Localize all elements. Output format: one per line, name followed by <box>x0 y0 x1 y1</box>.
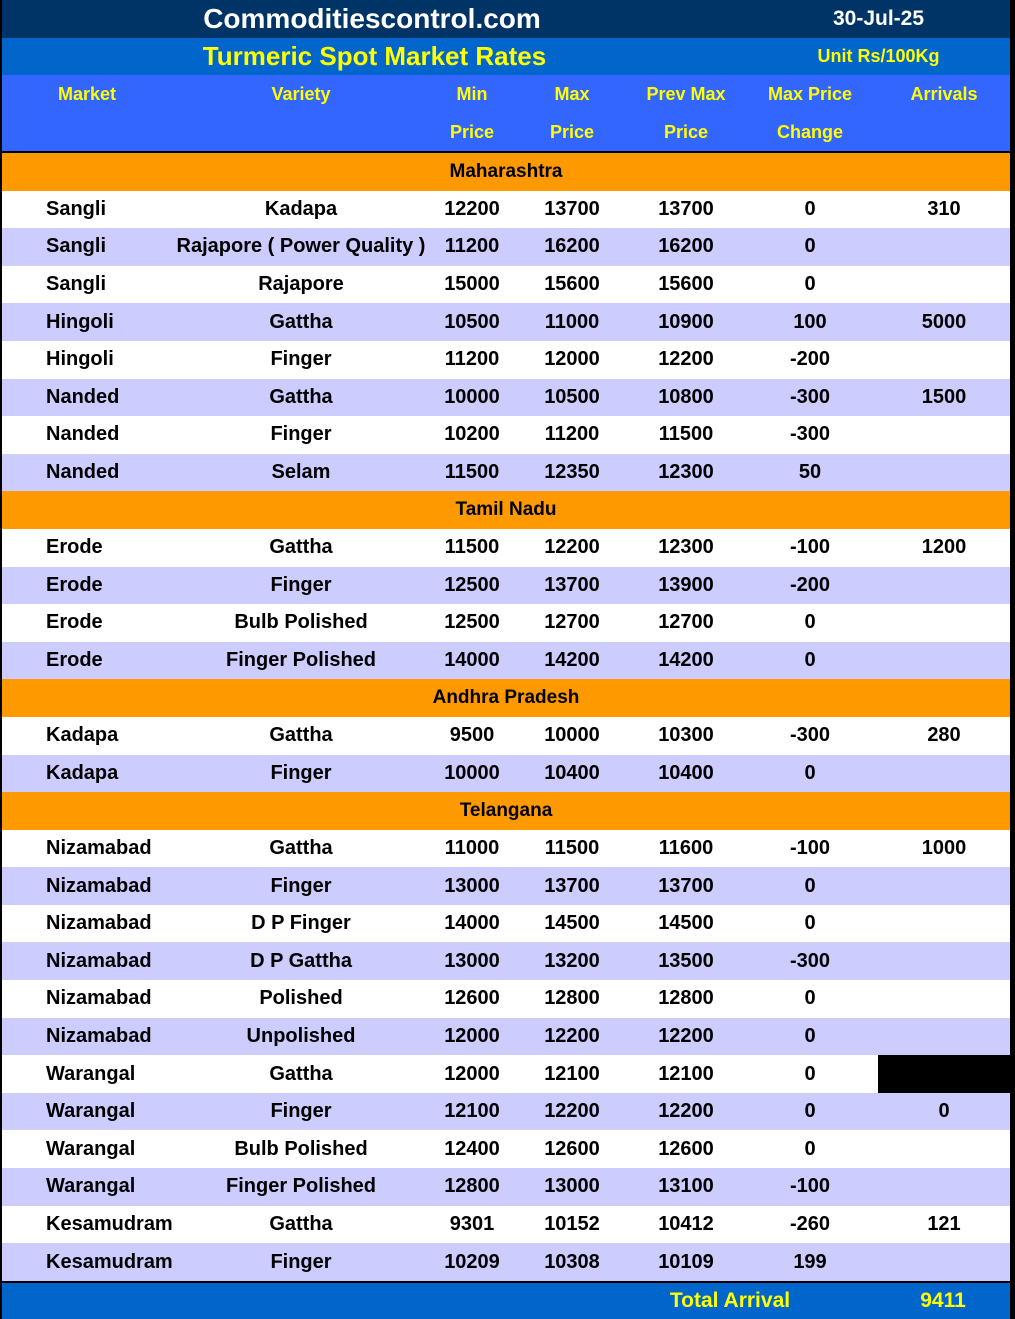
min-cell: 10000 <box>444 385 500 408</box>
variety-cell: Rajapore <box>258 273 344 296</box>
table-row <box>2 379 1010 417</box>
variety-cell: Finger <box>270 761 332 784</box>
arrivals-cell: 1200 <box>921 536 967 559</box>
arrivals-cell: 121 <box>927 1212 961 1235</box>
variety-cell: Unpolished <box>246 1024 356 1047</box>
variety-cell: Bulb Polished <box>234 611 368 634</box>
market-cell: Warangal <box>46 1137 136 1160</box>
change-cell: 0 <box>804 761 816 784</box>
table-row <box>2 416 1010 454</box>
column-header-arrivals-line1: Arrivals <box>910 84 978 104</box>
max-cell: 12200 <box>544 1100 600 1123</box>
section-header-telangana: Telangana <box>2 792 1010 830</box>
max-cell: 13700 <box>544 573 600 596</box>
change-cell: 0 <box>804 1062 816 1085</box>
prev-max-cell: 12600 <box>658 1137 714 1160</box>
brand-title: Commoditiescontrol.com <box>203 3 541 34</box>
table-row <box>2 454 1010 492</box>
market-cell: Nizamabad <box>46 912 152 935</box>
market-cell: Nizamabad <box>46 949 152 972</box>
market-cell: Nanded <box>46 385 120 408</box>
min-cell: 12500 <box>444 573 500 596</box>
column-header-prev_max-line1: Prev Max <box>646 84 726 104</box>
section-header-tamil-nadu: Tamil Nadu <box>2 491 1010 529</box>
min-cell: 13000 <box>444 949 500 972</box>
change-cell: -300 <box>789 949 831 972</box>
max-cell: 14500 <box>544 912 600 935</box>
min-cell: 9301 <box>449 1212 495 1235</box>
market-cell: Nanded <box>46 461 120 484</box>
table-row <box>2 830 1010 868</box>
variety-cell: Selam <box>271 461 331 484</box>
column-header-variety-line2 <box>172 113 430 151</box>
max-cell: 10152 <box>544 1212 600 1235</box>
min-cell: 10000 <box>444 761 500 784</box>
min-cell: 12400 <box>444 1137 500 1160</box>
change-cell: -200 <box>789 573 831 596</box>
table-row <box>2 1243 1010 1281</box>
column-header-prev_max-line2: Price <box>663 122 709 142</box>
min-cell: 11500 <box>444 536 500 559</box>
variety-cell: Finger <box>270 573 332 596</box>
market-cell: Nanded <box>46 423 120 446</box>
table-row <box>2 717 1010 755</box>
market-cell: Kadapa <box>46 761 119 784</box>
table-row <box>2 1055 1010 1093</box>
min-cell: 14000 <box>444 649 500 672</box>
change-cell: -100 <box>789 536 831 559</box>
report-date: 30-Jul-25 <box>832 7 925 30</box>
variety-cell: Finger <box>270 348 332 371</box>
min-cell: 10500 <box>444 310 500 333</box>
prev-max-cell: 14200 <box>658 649 714 672</box>
redacted-arrivals-cell <box>878 1055 1010 1093</box>
max-cell: 12600 <box>544 1137 600 1160</box>
market-cell: Kesamudram <box>46 1250 173 1273</box>
variety-cell: Gattha <box>269 385 333 408</box>
table-row <box>2 1130 1010 1168</box>
table-row <box>2 266 1010 304</box>
arrivals-cell: 5000 <box>921 310 967 333</box>
section-header-maharashtra: Maharashtra <box>2 153 1010 191</box>
column-header-arrivals-line2 <box>878 113 1010 151</box>
variety-cell: Rajapore ( Power Quality ) <box>176 235 426 258</box>
column-header-variety-line1: Variety <box>271 84 331 104</box>
variety-cell: D P Finger <box>251 912 351 935</box>
max-cell: 12350 <box>544 461 600 484</box>
min-cell: 14000 <box>444 912 500 935</box>
table-row <box>2 191 1010 229</box>
variety-cell: Polished <box>259 987 343 1010</box>
prev-max-cell: 13500 <box>658 949 714 972</box>
max-cell: 10500 <box>544 385 600 408</box>
min-cell: 11200 <box>444 235 500 258</box>
prev-max-cell: 12700 <box>658 611 714 634</box>
min-cell: 11000 <box>444 836 500 859</box>
arrivals-cell: 280 <box>927 724 961 747</box>
prev-max-cell: 12300 <box>658 536 714 559</box>
change-cell: 0 <box>804 611 816 634</box>
prev-max-cell: 12200 <box>658 348 714 371</box>
prev-max-cell: 12200 <box>658 1100 714 1123</box>
prev-max-cell: 12800 <box>658 987 714 1010</box>
min-cell: 11200 <box>444 348 500 371</box>
variety-cell: Kadapa <box>264 197 338 220</box>
market-cell: Erode <box>46 573 103 596</box>
table-row <box>2 1206 1010 1244</box>
table-row <box>2 1018 1010 1056</box>
change-cell: -200 <box>789 348 831 371</box>
change-cell: -300 <box>789 423 831 446</box>
change-cell: -260 <box>789 1212 831 1235</box>
column-header-min-line2: Price <box>449 122 495 142</box>
max-cell: 10308 <box>544 1250 600 1273</box>
market-cell: Nizamabad <box>46 874 152 897</box>
max-cell: 13200 <box>544 949 600 972</box>
min-cell: 12800 <box>444 1175 500 1198</box>
prev-max-cell: 11500 <box>658 423 714 446</box>
prev-max-cell: 13900 <box>658 573 714 596</box>
change-cell: -100 <box>789 836 831 859</box>
max-cell: 16200 <box>544 235 600 258</box>
change-cell: 199 <box>793 1250 827 1273</box>
change-cell: 0 <box>804 1024 816 1047</box>
max-cell: 12700 <box>544 611 600 634</box>
change-cell: -300 <box>789 385 831 408</box>
arrivals-cell: 0 <box>938 1100 950 1123</box>
table-row <box>2 1168 1010 1206</box>
table-row <box>2 905 1010 943</box>
table-row <box>2 567 1010 605</box>
max-cell: 12800 <box>544 987 600 1010</box>
market-cell: Erode <box>46 536 103 559</box>
market-cell: Warangal <box>46 1100 136 1123</box>
market-cell: Warangal <box>46 1062 136 1085</box>
prev-max-cell: 10300 <box>658 724 714 747</box>
column-header-market <box>2 75 172 151</box>
total-arrival-label: Total Arrival <box>669 1288 791 1312</box>
max-cell: 13700 <box>544 874 600 897</box>
change-cell: 0 <box>804 649 816 672</box>
top-bar <box>2 0 1010 38</box>
total-bar <box>2 1283 1010 1319</box>
market-cell: Nizamabad <box>46 987 152 1010</box>
variety-cell: Gattha <box>269 724 333 747</box>
market-cell: Hingoli <box>46 310 114 333</box>
market-cell: Warangal <box>46 1175 136 1198</box>
column-header-min <box>430 75 514 151</box>
change-cell: 0 <box>804 987 816 1010</box>
max-cell: 10400 <box>544 761 600 784</box>
market-cell: Hingoli <box>46 348 114 371</box>
change-cell: 0 <box>804 1100 816 1123</box>
prev-max-cell: 10109 <box>658 1250 714 1273</box>
min-cell: 12000 <box>444 1062 500 1085</box>
column-header-variety <box>172 75 430 151</box>
column-header-row <box>2 75 1010 151</box>
variety-cell: Finger <box>270 1250 332 1273</box>
prev-max-cell: 15600 <box>658 273 714 296</box>
table-row <box>2 341 1010 379</box>
market-cell: Erode <box>46 611 103 634</box>
change-cell: 0 <box>804 273 816 296</box>
prev-max-cell: 12300 <box>658 461 714 484</box>
table-row <box>2 942 1010 980</box>
change-cell: -100 <box>789 1175 831 1198</box>
prev-max-cell: 10412 <box>658 1212 714 1235</box>
column-header-max-line2: Price <box>549 122 595 142</box>
variety-cell: Finger <box>270 423 332 446</box>
variety-cell: Gattha <box>269 1062 333 1085</box>
table-row <box>2 867 1010 905</box>
column-header-market-line1: Market <box>57 84 117 104</box>
arrivals-cell: 310 <box>927 197 961 220</box>
page-title: Turmeric Spot Market Rates <box>202 41 547 71</box>
table-row <box>2 303 1010 341</box>
prev-max-cell: 13700 <box>658 197 714 220</box>
column-header-change-line2: Change <box>776 122 843 142</box>
prev-max-cell: 14500 <box>658 912 714 935</box>
market-cell: Sangli <box>46 273 107 296</box>
change-cell: 0 <box>804 912 816 935</box>
table-row <box>2 642 1010 680</box>
max-cell: 12000 <box>544 348 600 371</box>
max-cell: 13700 <box>544 197 600 220</box>
max-cell: 15600 <box>544 273 600 296</box>
prev-max-cell: 13100 <box>658 1175 714 1198</box>
max-cell: 12200 <box>544 536 600 559</box>
prev-max-cell: 10900 <box>658 310 714 333</box>
total-arrival-value: 9411 <box>920 1288 966 1312</box>
market-cell: Erode <box>46 649 103 672</box>
prev-max-cell: 12200 <box>658 1024 714 1047</box>
column-header-max <box>514 75 630 151</box>
table-row <box>2 755 1010 793</box>
min-cell: 12500 <box>444 611 500 634</box>
change-cell: 0 <box>804 1137 816 1160</box>
max-cell: 10000 <box>544 724 600 747</box>
variety-cell: Finger <box>270 874 332 897</box>
arrivals-cell: 1500 <box>921 385 967 408</box>
section-header-andhra-pradesh: Andhra Pradesh <box>2 679 1010 717</box>
min-cell: 9500 <box>449 724 495 747</box>
unit-label: Unit Rs/100Kg <box>817 46 940 66</box>
variety-cell: D P Gattha <box>250 949 352 972</box>
min-cell: 12100 <box>444 1100 500 1123</box>
min-cell: 10200 <box>444 423 500 446</box>
table-row <box>2 228 1010 266</box>
market-cell: Kadapa <box>46 724 119 747</box>
variety-cell: Bulb Polished <box>234 1137 368 1160</box>
change-cell: 50 <box>798 461 822 484</box>
market-cell: Kesamudram <box>46 1212 173 1235</box>
min-cell: 10209 <box>444 1250 500 1273</box>
prev-max-cell: 11600 <box>658 836 714 859</box>
variety-cell: Finger Polished <box>225 649 377 672</box>
table-row <box>2 604 1010 642</box>
variety-cell: Gattha <box>269 1212 333 1235</box>
min-cell: 15000 <box>444 273 500 296</box>
min-cell: 13000 <box>444 874 500 897</box>
prev-max-cell: 12100 <box>658 1062 714 1085</box>
max-cell: 11200 <box>544 423 600 446</box>
max-cell: 12200 <box>544 1024 600 1047</box>
prev-max-cell: 10400 <box>658 761 714 784</box>
variety-cell: Gattha <box>269 310 333 333</box>
table-row <box>2 529 1010 567</box>
column-header-prev_max <box>630 75 742 151</box>
prev-max-cell: 16200 <box>658 235 714 258</box>
market-cell: Sangli <box>46 235 107 258</box>
rates-table-body <box>2 153 1010 1281</box>
change-cell: 0 <box>804 874 816 897</box>
column-header-arrivals <box>878 75 1010 151</box>
column-header-change <box>742 75 878 151</box>
column-header-change-line1: Max Price <box>767 84 853 104</box>
variety-cell: Finger <box>270 1100 332 1123</box>
min-cell: 12200 <box>444 197 500 220</box>
change-cell: -300 <box>789 724 831 747</box>
variety-cell: Gattha <box>269 536 333 559</box>
variety-cell: Finger Polished <box>225 1175 377 1198</box>
change-cell: 100 <box>793 310 827 333</box>
max-cell: 11500 <box>544 836 600 859</box>
min-cell: 11500 <box>444 461 500 484</box>
max-cell: 13000 <box>544 1175 600 1198</box>
max-cell: 12100 <box>544 1062 600 1085</box>
market-cell: Nizamabad <box>46 1024 152 1047</box>
column-header-market-line2 <box>2 113 172 151</box>
change-cell: 0 <box>804 197 816 220</box>
prev-max-cell: 10800 <box>658 385 714 408</box>
title-bar <box>2 38 1010 75</box>
min-cell: 12000 <box>444 1024 500 1047</box>
variety-cell: Gattha <box>269 836 333 859</box>
table-row <box>2 1093 1010 1131</box>
change-cell: 0 <box>804 235 816 258</box>
table-row <box>2 980 1010 1018</box>
arrivals-cell: 1000 <box>921 836 967 859</box>
market-cell: Nizamabad <box>46 836 152 859</box>
column-header-max-line1: Max <box>554 84 590 104</box>
column-header-min-line1: Min <box>456 84 488 104</box>
max-cell: 14200 <box>544 649 600 672</box>
max-cell: 11000 <box>544 310 600 333</box>
prev-max-cell: 13700 <box>658 874 714 897</box>
min-cell: 12600 <box>444 987 500 1010</box>
market-cell: Sangli <box>46 197 107 220</box>
